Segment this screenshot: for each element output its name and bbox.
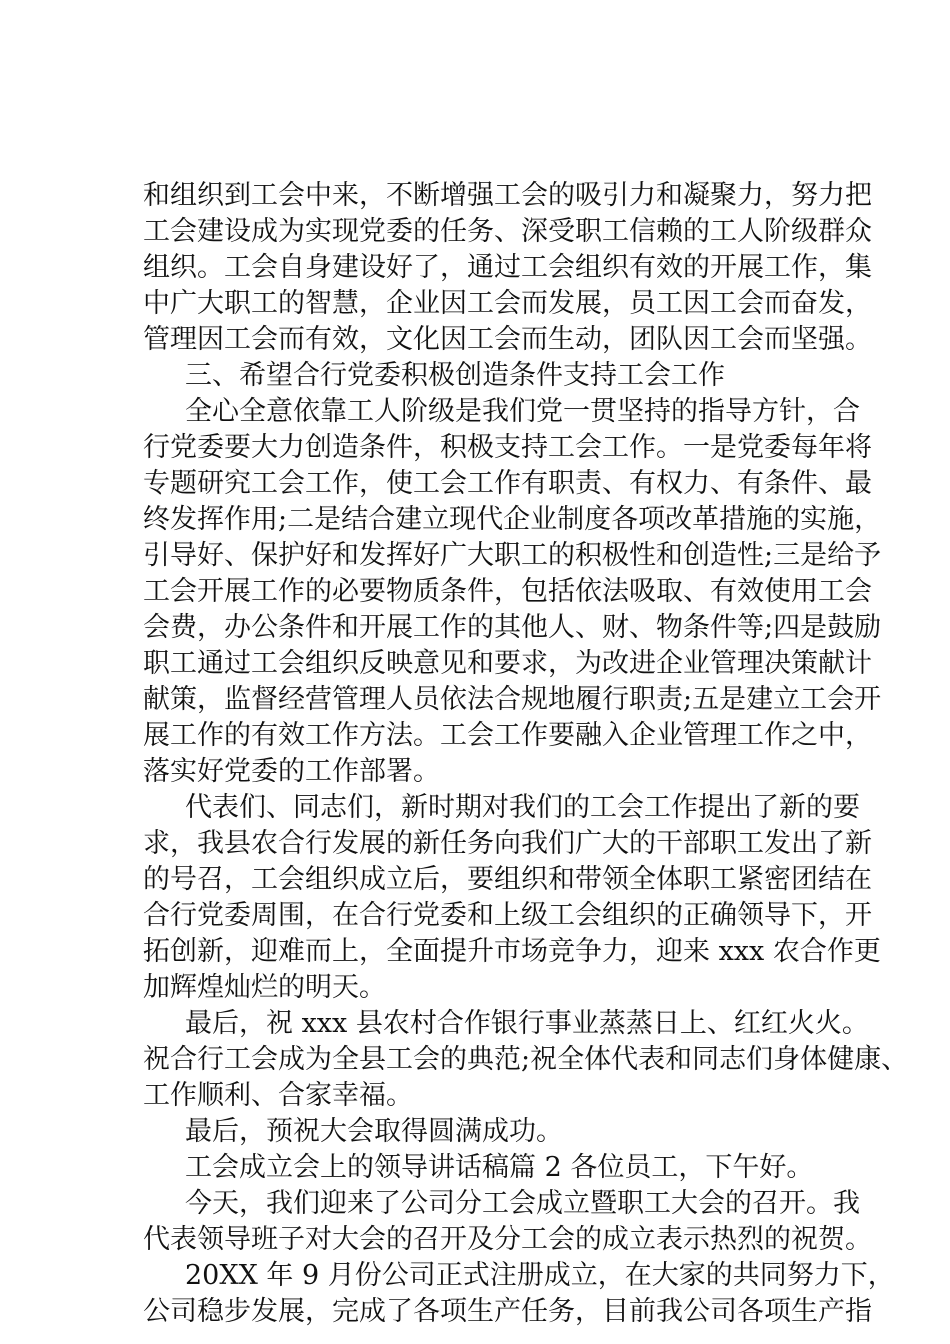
text-line: 和组织到工会中来，不断增强工会的吸引力和凝聚力，努力把 <box>143 180 872 211</box>
text-line: 引导好、保护好和发挥好广大职工的积极性和创造性;三是给予 <box>143 540 882 571</box>
text-line: 组织。工会自身建设好了，通过工会组织有效的开展工作，集 <box>143 252 872 283</box>
text-line: 全心全意依靠工人阶级是我们党一贯坚持的指导方针，合 <box>185 396 860 427</box>
text-line: 落实好党委的工作部署。 <box>143 756 440 787</box>
section-heading: 三、希望合行党委积极创造条件支持工会工作 <box>185 360 725 391</box>
text-line: 求，我县农合行发展的新任务向我们广大的干部职工发出了新 <box>143 828 872 859</box>
text-line: 展工作的有效工作方法。工会工作要融入企业管理工作之中， <box>143 720 872 751</box>
text-line: 合行党委周围，在合行党委和上级工会组织的正确领导下，开 <box>143 900 872 931</box>
text-line: 工会建设成为实现党委的任务、深受职工信赖的工人阶级群众 <box>143 216 872 247</box>
text-line: 的号召，工会组织成立后，要组织和带领全体职工紧密团结在 <box>143 864 872 895</box>
text-line: 代表们、同志们，新时期对我们的工会工作提出了新的要 <box>185 792 860 823</box>
text-line: 职工通过工会组织反映意见和要求，为改进企业管理决策献计 <box>143 648 872 679</box>
text-line: 献策，监督经营管理人员依法合规地履行职责;五是建立工会开 <box>143 684 882 715</box>
text-line: 最后，祝 xxx 县农村合作银行事业蒸蒸日上、红红火火。 <box>185 1008 869 1039</box>
text-line: 工作顺利、合家幸福。 <box>143 1080 413 1111</box>
text-line: 终发挥作用;二是结合建立现代企业制度各项改革措施的实施， <box>143 504 882 535</box>
text-line: 中广大职工的智慧，企业因工会而发展，员工因工会而奋发， <box>143 288 872 319</box>
text-line: 最后，预祝大会取得圆满成功。 <box>185 1116 563 1147</box>
text-line: 祝合行工会成为全县工会的典范;祝全体代表和同志们身体健康、 <box>143 1044 909 1075</box>
text-line: 20XX 年 9 月份公司正式注册成立，在大家的共同努力下， <box>185 1260 895 1291</box>
text-line: 加辉煌灿烂的明天。 <box>143 972 386 1003</box>
text-line: 公司稳步发展，完成了各项生产任务，目前我公司各项生产指 <box>143 1296 872 1327</box>
text-line: 今天，我们迎来了公司分工会成立暨职工大会的召开。我 <box>185 1188 860 1219</box>
text-line: 工会开展工作的必要物质条件，包括依法吸取、有效使用工会 <box>143 576 872 607</box>
text-line: 管理因工会而有效，文化因工会而生动，团队因工会而坚强。 <box>143 324 872 355</box>
text-line: 代表领导班子对大会的召开及分工会的成立表示热烈的祝贺。 <box>143 1224 872 1255</box>
text-line: 会费，办公条件和开展工作的其他人、财、物条件等;四是鼓励 <box>143 612 882 643</box>
text-line: 工会成立会上的领导讲话稿篇 2 各位员工，下午好。 <box>185 1152 814 1183</box>
text-line: 专题研究工会工作，使工会工作有职责、有权力、有条件、最 <box>143 468 872 499</box>
text-line: 拓创新，迎难而上，全面提升市场竞争力，迎来 xxx 农合作更 <box>143 936 881 967</box>
text-line: 行党委要大力创造条件，积极支持工会工作。一是党委每年将 <box>143 432 872 463</box>
